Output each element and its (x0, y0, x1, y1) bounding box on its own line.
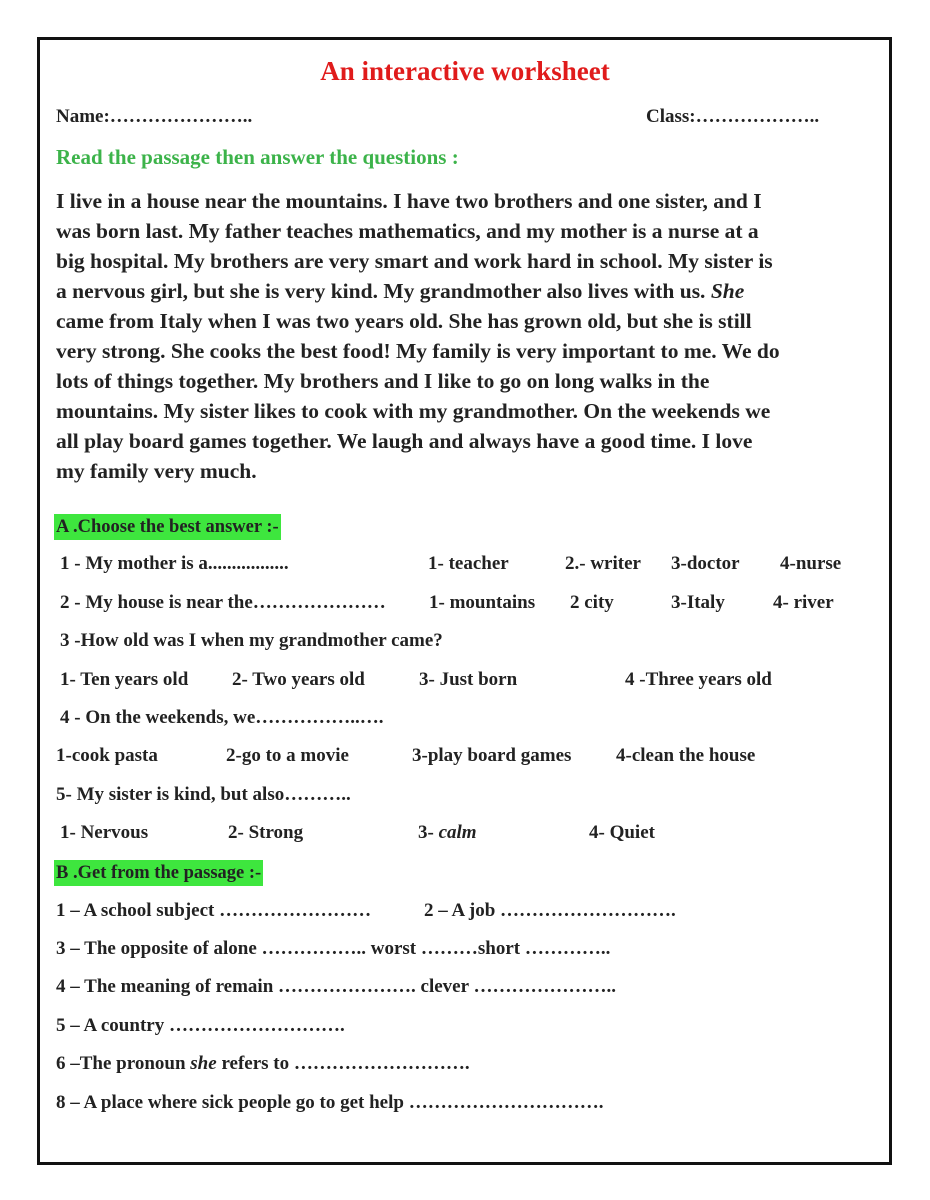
instruction-text: Read the passage then answer the questions : (56, 145, 459, 169)
passage-italic-word: She (710, 279, 745, 303)
q3-option-1[interactable]: 1- Ten years old (60, 669, 189, 690)
q5-option-1[interactable]: 1- Nervous (60, 822, 149, 843)
get-item-3: 3 – The opposite of alone …………….. worst ………short ………….. (56, 938, 611, 959)
get-item-1: 1 – A school subject …………………… (56, 900, 372, 921)
question-4: 4 - On the weekends, we……………..…. (60, 707, 384, 728)
q2-option-1[interactable]: 1- mountains (429, 592, 536, 613)
passage-line: very strong. She cooks the best food! My family is very important to me. We do (56, 339, 780, 363)
question-3: 3 -How old was I when my grandmother came? (60, 630, 443, 651)
get-item-5: 5 – A country ………………………. (56, 1015, 345, 1036)
section-b-heading: B .Get from the passage :- (54, 860, 263, 886)
q3-option-4[interactable]: 4 -Three years old (625, 669, 772, 690)
passage-line: my family very much. (56, 459, 257, 483)
question-2: 2 - My house is near the………………… (60, 592, 386, 613)
q1-option-2[interactable]: 2.- writer (565, 553, 641, 574)
get-item-4: 4 – The meaning of remain …………………. clever ………………….. (56, 976, 616, 997)
q2-option-4[interactable]: 4- river (773, 592, 834, 613)
get-item-8: 8 – A place where sick people go to get help …………………………. (56, 1092, 604, 1113)
q1-option-4[interactable]: 4-nurse (780, 553, 842, 574)
q2-option-3[interactable]: 3-Italy (671, 592, 725, 613)
passage-line: I live in a house near the mountains. I have two brothers and one sister, and I (56, 189, 762, 213)
q1-option-3[interactable]: 3-doctor (671, 553, 740, 574)
q2-option-2[interactable]: 2 city (570, 592, 614, 613)
name-field[interactable]: Name:………………….. (56, 106, 253, 127)
question-1: 1 - My mother is a................. (60, 553, 289, 574)
get-item-2: 2 – A job ………………………. (424, 900, 676, 921)
get-item-6-italic: she (190, 1053, 217, 1074)
q5-option-2[interactable]: 2- Strong (228, 822, 304, 843)
question-5: 5- My sister is kind, but also……….. (56, 784, 351, 805)
q4-option-3[interactable]: 3-play board games (412, 745, 572, 766)
passage-line: lots of things together. My brothers and I like to go on long walks in the (56, 369, 710, 393)
class-field[interactable]: Class:……………….. (646, 106, 820, 127)
q4-option-2[interactable]: 2-go to a movie (226, 745, 349, 766)
passage-line: came from Italy when I was two years old. She has grown old, but she is still (56, 309, 752, 333)
worksheet-title: An interactive worksheet (320, 56, 610, 86)
q4-option-1[interactable]: 1-cook pasta (56, 745, 158, 766)
passage-line (56, 276, 882, 306)
q5-option-4[interactable]: 4- Quiet (589, 822, 655, 843)
passage-line: mountains. My sister likes to cook with my grandmother. On the weekends we (56, 399, 771, 423)
section-a-heading: A .Choose the best answer :- (54, 514, 281, 540)
q3-option-3[interactable]: 3- Just born (419, 669, 518, 690)
get-item-6-text: 6 –The pronoun (56, 1053, 186, 1074)
q5-option-3[interactable] (418, 822, 477, 844)
passage-line: big hospital. My brothers are very smart and work hard in school. My sister is (56, 249, 773, 273)
reading-passage (56, 186, 882, 486)
q5-option-3-text: calm (438, 822, 477, 843)
q3-option-2[interactable]: 2- Two years old (232, 669, 365, 690)
get-item-6 (56, 1053, 470, 1075)
get-item-6-rest: refers to ………………………. (221, 1053, 470, 1074)
q4-option-4[interactable]: 4-clean the house (616, 745, 756, 766)
passage-line: was born last. My father teaches mathematics, and my mother is a nurse at a (56, 219, 759, 243)
q5-option-3-number: 3- (418, 822, 434, 843)
passage-line-text: a nervous girl, but she is very kind. My grandmother also lives with us. (56, 279, 706, 303)
passage-line: all play board games together. We laugh and always have a good time. I love (56, 429, 753, 453)
q1-option-1[interactable]: 1- teacher (428, 553, 509, 574)
